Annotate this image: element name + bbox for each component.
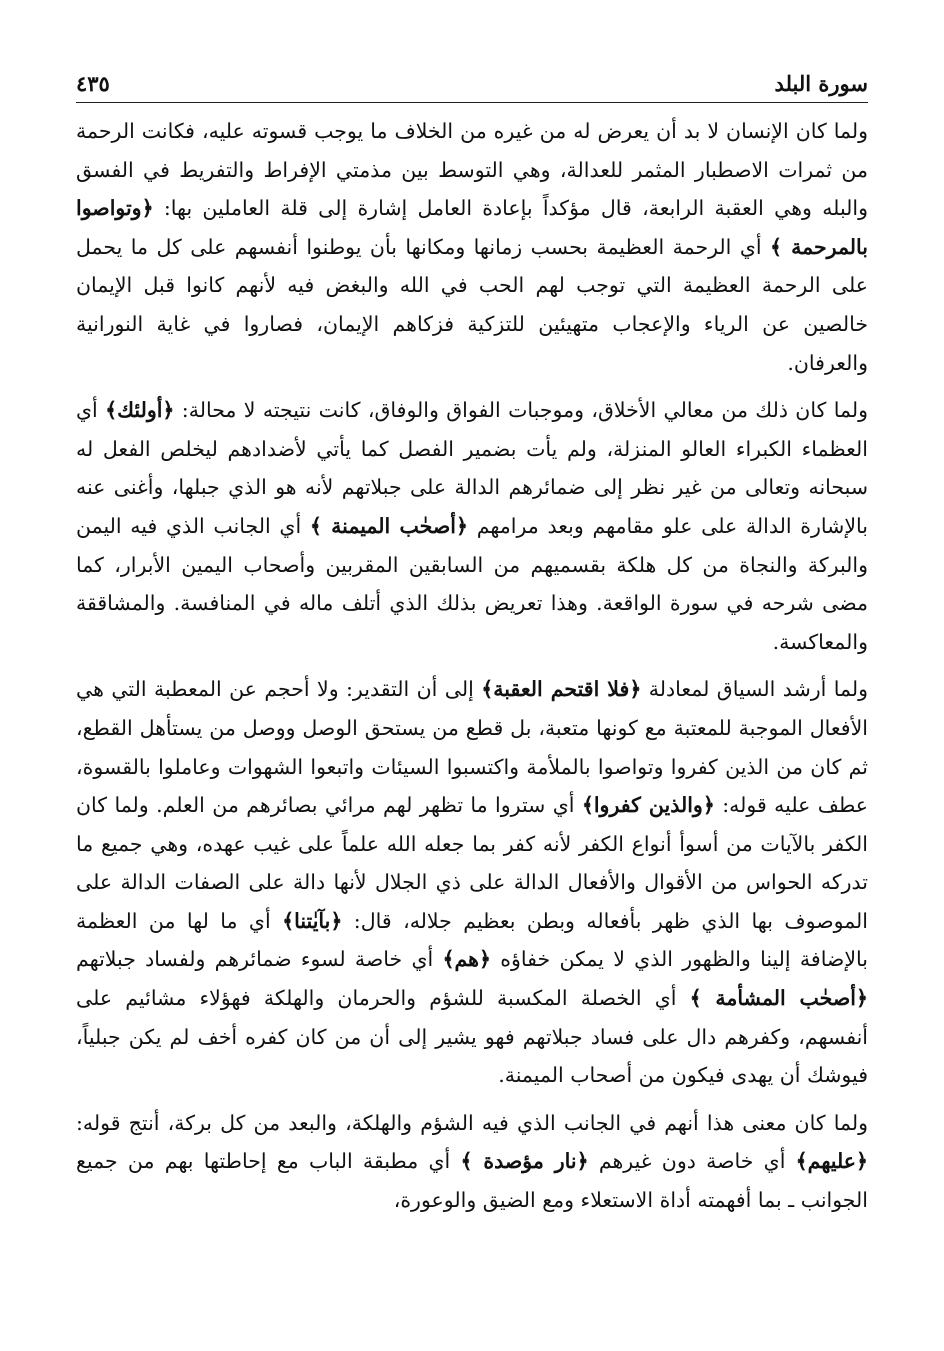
text-run: أي الخصلة المكسبة للشؤم والحرمان والهلكة فهؤلاء مشائيم على أنفسهم، وكفرهم دال على فساد جبلاتهم فهو يشير إلى أن من كان كفره أخف لم يكن جبلياً، فيوشك أن يهدى فيكون من أصحاب الميمنة.	[76, 986, 868, 1088]
text-run: أي الجانب الذي فيه اليمن والبركة والنجاة من كل هلكة بقسميهم من السابقين المقربين وأصحاب اليمين الأبرار، كما مضى شرحه في سورة الواقعة. وهذا تعريض بذلك الذي أتلف ماله في المنافسة. والمشاققة والمعاكسة.	[76, 513, 868, 654]
quran-quote: ﴿أولئك﴾	[105, 398, 175, 423]
page-number: ٤٣٥	[76, 71, 110, 96]
quran-quote: ﴿وتواصوا بالمرحمة ﴾	[76, 196, 868, 259]
text-run: أي العظماء الكبراء العالو المنزلة، ولم يأت بضمير الفصل كما يأتي لأضدادهم ليخلص الفعل له سبحانه وتعالى من غير نظر إلى ضمائرهم الدالة على جبلاتهم لأنه هو الذي جبلها، وأغنى عنه بالإشارة الدالة على علو مقامهم وبعد مرامهم	[76, 398, 868, 538]
page-header	[76, 56, 868, 103]
quran-quote: ﴿نار مؤصدة ﴾	[460, 1149, 589, 1174]
quran-quote: ﴿فلا اقتحم العقبة﴾	[481, 677, 642, 702]
text-run: ولما كان ذلك من معالي الأخلاق، وموجبات الفواق والوفاق، كانت نتيجته لا محالة:	[174, 398, 868, 423]
surah-title: سورة البلد	[774, 71, 868, 96]
text-run: أي الرحمة العظيمة بحسب زمانها ومكانها بأن يوطنوا أنفسهم على كل ما يحمل على الرحمة العظيمة التي توجب لهم الحب في الله والبغض فيه لأنهم كانوا قبل الإيمان خالصين عن الرياء والإعجاب متهيئين للتزكية فزكاهم الإيمان، فصاروا في غاية النورانية والعرفان.	[76, 234, 868, 375]
quran-quote: ﴿والذين كفروا﴾	[581, 793, 715, 818]
quran-quote: ﴿عليهم﴾	[795, 1149, 868, 1174]
quran-quote: ﴿هم﴾	[442, 947, 491, 972]
paragraph	[76, 112, 868, 382]
paragraph	[76, 1104, 868, 1220]
text-run: ولما كان معنى هذا أنهم في الجانب الذي فيه الشؤم والهلكة، والبعد من كل بركة، أنتج قوله:	[76, 1110, 868, 1135]
text-run: ولما أرشد السياق لمعادلة	[641, 677, 869, 702]
text-run: إلى أن التقدير: ولا أحجم عن المعطبة التي هي الأفعال الموجبة للمعتبة مع كونها متعبة، بل قطع من يستحق الوصل ووصل من يستأهل القطع، ثم كان من الذين كفروا وتواصوا بالملأمة واكتسبوا السيئات واتبعوا الشهوات وعاملوا بالقسوة، عطف عليه قوله:	[76, 677, 869, 818]
paragraph	[76, 391, 868, 661]
paragraph	[76, 670, 868, 1095]
text-run: أي ستروا ما تظهر لهم مرائي بصائرهم من العلم. ولما كان الكفر بالآيات من أسوأ أنواع الكفر لأنه كفر بما جعله الله علماً على غيب عهده، وهي جميع ما تدركه الحواس من الأقوال والأفعال الدالة على ذي الجلال لأنها دالة على الصفات الدالة على الموصوف بها الذي ظهر بأفعاله وبطن بعظيم جلاله، قال:	[76, 793, 868, 933]
text-run: أي خاصة لسوء ضمائرهم ولفساد جبلاتهم	[76, 947, 443, 972]
text-run: أي ما لها من العظمة بالإضافة إلينا والظهور الذي لا يمكن خفاؤه	[76, 908, 868, 972]
quran-quote: ﴿بآيٰتنا﴾	[282, 908, 343, 933]
text-run: ولما كان الإنسان لا بد أن يعرض له من غيره من الخلاف ما يوجب قسوته عليه، فكانت الرحمة من ثمرات الاصطبار المثمر للعدالة، وهي التوسط بين مذمتي الإفراط والتفريط في الفسق والبله وهي العقبة الرابعة، قال مؤكداً بإعادة العامل إشارة إلى قلة العاملين بها:	[76, 119, 868, 221]
text-run: أي خاصة دون غيرهم	[588, 1149, 796, 1174]
quran-quote: ﴿أصحٰب الميمنة ﴾	[309, 513, 468, 538]
page-body	[76, 112, 868, 1229]
quran-quote: ﴿أصحٰب المشأمة ﴾	[689, 986, 869, 1011]
text-run: أي مطبقة الباب مع إحاطتها بهم من جميع الجوانب ـ بما أفهمته أداة الاستعلاء ومع الضيق والوعورة،	[76, 1149, 868, 1213]
